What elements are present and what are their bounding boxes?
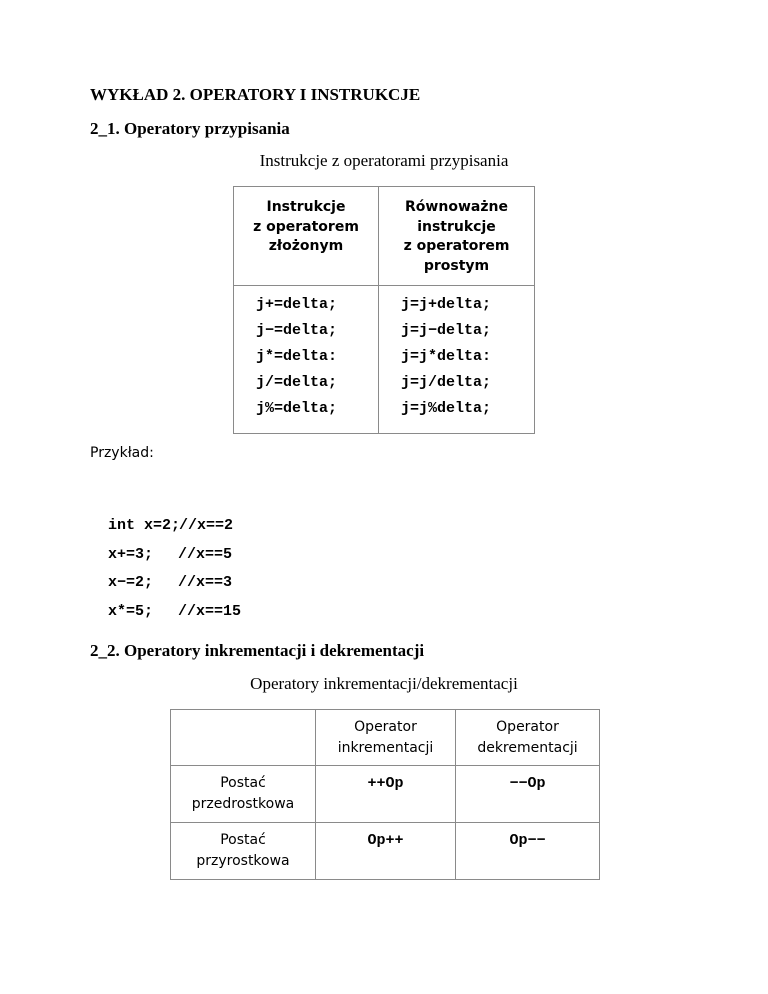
compound-instruction: j*=delta: (234, 347, 379, 373)
code-statement: x*=5; (108, 603, 154, 620)
header-line: prostym (423, 257, 490, 274)
header-line: z operatorem (403, 238, 510, 254)
code-statement: x+=3; (108, 546, 154, 563)
header-line: dekrementacji (477, 740, 578, 756)
header-compound-operator (234, 187, 379, 286)
row-label (171, 766, 316, 823)
row-label-line: przyrostkowa (196, 853, 290, 869)
table-header-row (171, 710, 600, 766)
code-comment: //x==5 (178, 546, 233, 563)
row-label-line: Postać (220, 775, 266, 791)
header-simple-operator (379, 187, 535, 286)
header-line: Instrukcje (266, 199, 346, 215)
table-row (234, 286, 535, 322)
code-comment: //x==2 (179, 517, 234, 534)
code-statement: int x=2; (108, 517, 181, 534)
code-comment: //x==15 (178, 603, 242, 620)
assignment-operators-table (233, 186, 535, 434)
increment-operators-table (170, 709, 600, 880)
table-caption-increment: Operatory inkrementacji/dekrementacji (250, 674, 518, 693)
simple-instruction: j=j%delta; (379, 399, 535, 434)
table-row (234, 373, 535, 399)
code-statement: x−=2; (108, 574, 154, 591)
table-caption-assignment: Instrukcje z operatorami przypisania (259, 151, 509, 170)
compound-instruction: j−=delta; (234, 321, 379, 347)
compound-instruction: j%=delta; (234, 399, 379, 434)
table-header-row (234, 187, 535, 286)
simple-instruction: j=j/delta; (379, 373, 535, 399)
code-line (90, 586, 242, 620)
header-line: Równoważne (405, 199, 508, 215)
decrement-operator: Op−− (456, 823, 600, 880)
code-comment: //x==3 (178, 574, 233, 591)
header-line: Operator (496, 719, 559, 735)
table-row (234, 399, 535, 434)
decrement-operator: −−Op (456, 766, 600, 823)
table-row (171, 766, 600, 823)
example-label: Przykład: (90, 445, 154, 461)
row-label-line: przedrostkowa (191, 796, 295, 812)
table-row (234, 347, 535, 373)
section-heading-increment: 2_2. Operatory inkrementacji i dekrementacji (90, 641, 425, 660)
simple-instruction: j=j+delta; (379, 286, 535, 322)
simple-instruction: j=j*delta: (379, 347, 535, 373)
empty-corner-cell (171, 710, 316, 766)
header-line: inkrementacji (337, 740, 434, 756)
increment-operator: Op++ (316, 823, 456, 880)
header-line: z operatorem (253, 218, 359, 235)
document-title: WYKŁAD 2. OPERATORY I INSTRUKCJE (90, 85, 421, 104)
table-row (171, 823, 600, 880)
simple-instruction: j=j−delta; (379, 321, 535, 347)
header-increment (316, 710, 456, 766)
header-line: złożonym (268, 238, 344, 254)
header-decrement (456, 710, 600, 766)
increment-operator: ++Op (316, 766, 456, 823)
row-label (171, 823, 316, 880)
header-line: instrukcje (417, 218, 496, 235)
row-label-line: Postać (220, 832, 266, 848)
compound-instruction: j+=delta; (234, 286, 379, 322)
header-line: Operator (354, 719, 417, 735)
compound-instruction: j/=delta; (234, 373, 379, 399)
section-heading-assignment: 2_1. Operatory przypisania (90, 119, 290, 138)
table-row (234, 321, 535, 347)
